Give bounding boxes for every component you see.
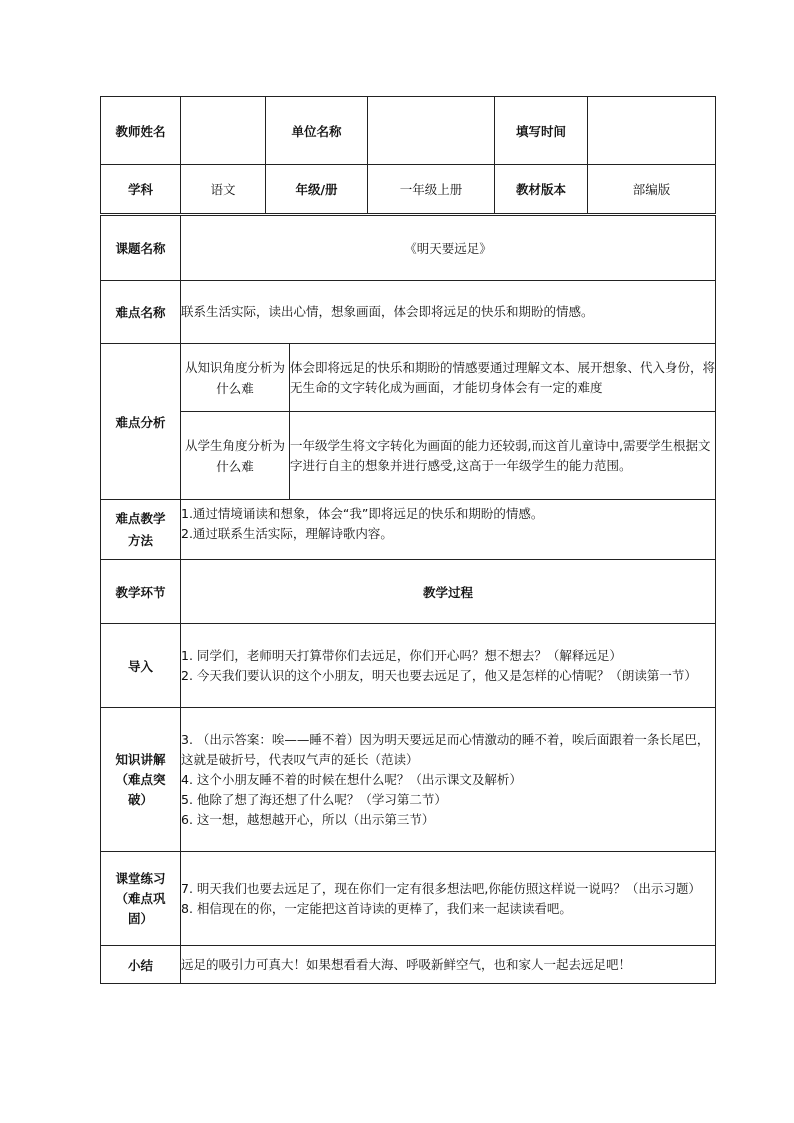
process-line: 6. 这一想，越想越开心，所以（出示第三节）: [181, 811, 435, 827]
fill-time-label: 填写时间: [495, 97, 588, 165]
teaching-method-value: [181, 500, 716, 560]
section-practice-label: 课堂练习（难点巩固）: [101, 852, 181, 946]
unit-name-value: [368, 97, 495, 165]
section-practice-content: [181, 852, 716, 946]
teacher-name-value: [181, 97, 266, 165]
difficulty-name-label: 难点名称: [101, 281, 181, 344]
method-item: 1.通过情境诵读和想象，体会“我”即将远足的快乐和期盼的情感。: [181, 506, 544, 521]
subject-value: 语文: [181, 165, 266, 215]
section-intro-label: 导入: [101, 624, 181, 708]
process-header-row: [101, 560, 716, 624]
method-item: 2.通过联系生活实际，理解诗歌内容。: [181, 526, 393, 541]
process-line: 2. 今天我们要认识的这个小朋友，明天也要去远足了，他又是怎样的心情呢？（朗读第一节）: [181, 667, 697, 683]
fill-time-value: [588, 97, 716, 165]
lesson-title-label: 课题名称: [101, 215, 181, 281]
process-line: 3. （出示答案：唉——睡不着）因为明天要远足而心情激动的睡不着，唉后面跟着一条长尾巴，这就是破折号，代表叹气声的延长（范读）: [181, 731, 710, 767]
header-row-2: [101, 165, 716, 215]
section-summary-content: [181, 946, 716, 984]
header-row-1: [101, 97, 716, 165]
process-line: 1. 同学们，老师明天打算带你们去远足，你们开心吗？想不想去？（解释远足）: [181, 647, 622, 663]
section-knowledge-label: 知识讲解（难点突破）: [101, 708, 181, 852]
difficulty-name-row: [101, 281, 716, 344]
knowledge-angle-label: 从知识角度分析为什么难: [181, 344, 290, 412]
analysis-student-row: [101, 412, 716, 500]
process-line: 8. 相信现在的你，一定能把这首诗读的更棒了，我们来一起读读看吧。: [181, 900, 572, 916]
teacher-name-label: 教师姓名: [101, 97, 181, 165]
section-summary-label: 小结: [101, 946, 181, 984]
grade-value: 一年级上册: [368, 165, 495, 215]
lesson-title-value: 《明天要远足》: [181, 215, 716, 281]
section-knowledge-row: [101, 708, 716, 852]
edition-value: 部编版: [588, 165, 716, 215]
subject-label: 学科: [101, 165, 181, 215]
section-summary-row: [101, 946, 716, 984]
edition-label: 教材版本: [495, 165, 588, 215]
section-practice-row: [101, 852, 716, 946]
section-knowledge-content: [181, 708, 716, 852]
teaching-process-label: 教学过程: [181, 560, 716, 624]
lesson-plan-table: [100, 96, 716, 984]
student-angle-value: 一年级学生将文字转化为画面的能力还较弱,而这首儿童诗中,需要学生根据文字进行自主的想象并进行感受,这高于一年级学生的能力范围。: [290, 412, 716, 500]
process-line: 4. 这个小朋友睡不着的时候在想什么呢？（出示课文及解析）: [181, 771, 522, 787]
teaching-stage-label: 教学环节: [101, 560, 181, 624]
process-line: 7. 明天我们也要去远足了，现在你们一定有很多想法吧,你能仿照这样说一说吗？（出示习题）: [181, 880, 701, 896]
teaching-method-label: 难点教学方法: [101, 500, 181, 560]
teaching-method-row: [101, 500, 716, 560]
analysis-knowledge-row: [101, 344, 716, 412]
difficulty-analysis-label: 难点分析: [101, 344, 181, 500]
section-intro-row: [101, 624, 716, 708]
process-line: 5. 他除了想了海还想了什么呢？（学习第二节）: [181, 791, 447, 807]
lesson-title-row: [101, 215, 716, 281]
knowledge-angle-value: 体会即将远足的快乐和期盼的情感要通过理解文本、展开想象、代入身份，将无生命的文字转化成为画面，才能切身体会有一定的难度: [290, 344, 716, 412]
section-intro-content: [181, 624, 716, 708]
process-line: 远足的吸引力可真大！如果想看看大海、呼吸新鲜空气，也和家人一起去远足吧！: [181, 956, 632, 972]
grade-label: 年级/册: [266, 165, 368, 215]
student-angle-label: 从学生角度分析为什么难: [181, 412, 290, 500]
difficulty-name-value: 联系生活实际，读出心情，想象画面，体会即将远足的快乐和期盼的情感。: [181, 281, 716, 344]
unit-name-label: 单位名称: [266, 97, 368, 165]
